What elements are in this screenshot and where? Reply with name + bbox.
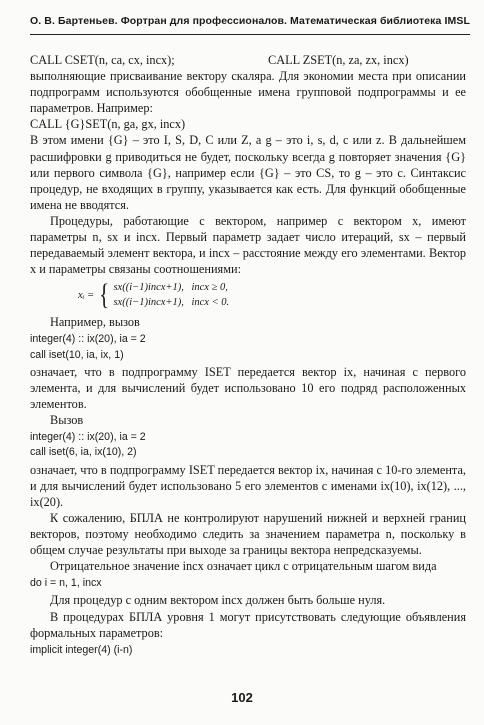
case-1-expression: sx((i−1)incx+1), (113, 282, 184, 294)
gset-call: CALL {G}SET(n, ga, gx, incx) (30, 117, 186, 132)
page-number: 102 (231, 690, 253, 705)
paragraph-negative-incx: Отрицательное значение incx означает цикл с отрицательным шагом вида (50, 559, 437, 574)
vector-formula (78, 280, 466, 310)
code-block-4: implicit integer(4) (i-n) (30, 643, 133, 656)
running-head: О. В. Бартеньев. Фортран для профессионалов. Математическая библиотека IMSL (30, 15, 470, 27)
header-rule (30, 34, 470, 35)
code-block-2: integer(4) :: ix(20), ia = 2 call iset(6, ia, ix(10), 2) (30, 431, 146, 459)
case-1-condition: incx ≥ 0, (191, 282, 228, 294)
paragraph-iset-first: означает, что в подпрограмму ISET передается вектор ix, начиная с первого элемента, и для вычислений будет использовано 10 его подряд расположенных элементов. (30, 364, 466, 411)
paragraph-vector-params: Процедуры, работающие с вектором, например с вектором x, имеют параметры n, sx и incx. Первый параметр задает число итераций, sx – первый передаваемый элемент вектора, и incx – расстояние между его элементами. Вектор x и параметры связаны соотношениями: (30, 213, 466, 277)
body-text (30, 52, 466, 659)
formula-cases (113, 280, 229, 310)
case-2-expression: sx((i−1)incx+1), (113, 297, 184, 309)
cset-call: CALL CSET(n, ca, cx, incx); (30, 53, 175, 67)
paragraph-generic-names: выполняющие присваивание вектору скаляра. Для экономии места при описании подпрограмм используются обобщенные имена групповой подпрограммы и ее параметров. Например: (30, 69, 466, 116)
code-block-1: integer(4) :: ix(20), ia = 2 call iset(10, ia, ix, 1) (30, 333, 146, 361)
code-block-3: do i = n, 1, incx (30, 577, 102, 590)
zset-call: CALL ZSET(n, za, zx, incx) (268, 53, 409, 67)
paragraph-bounds-warning: К сожалению, БПЛА не контролируют нарушений нижней и верхней границ векторов, поэтому необходимо следить за значением параметра n, поскольку в общем случае результаты при выходе за границы вектора непредсказуемы. (30, 510, 466, 558)
formula-lhs: xᵢ = (78, 289, 95, 301)
formula-brace: { (99, 278, 110, 312)
paragraph-single-vector: Для процедур с одним вектором incx должен быть больше нуля. (50, 593, 386, 608)
paragraph-call-label: Вызов (50, 413, 84, 428)
set-calls-row (30, 52, 466, 68)
paragraph-level1-declarations: В процедурах БПЛА уровня 1 могут присутствовать следующие объявления формальных параметров: (30, 609, 466, 640)
case-2-condition: incx < 0. (191, 297, 230, 309)
paragraph-iset-tenth: означает, что в подпрограмму ISET передается вектор ix, начиная с 10-го элемента, и для вычислений будет использовано 5 его элементов с именами ix(10), ix(12), ..., ix(20). (30, 462, 466, 509)
paragraph-name-decoding: В этом имени {G} – это I, S, D, C или Z, а g – это i, s, d, c или z. В дальнейшем расшифровки g приводиться не будет, поскольку всегда g повторяет значения {G} или первого символа {G}, например если {G} – это CS, то g – это c. Синтаксис процедур, не входящих в группу, указывается как есть. Для функций обобщенные имена не вводятся. (30, 133, 466, 212)
formula-case-1 (113, 280, 229, 295)
formula-case-2 (113, 295, 229, 310)
paragraph-example-call: Например, вызов (50, 315, 140, 330)
